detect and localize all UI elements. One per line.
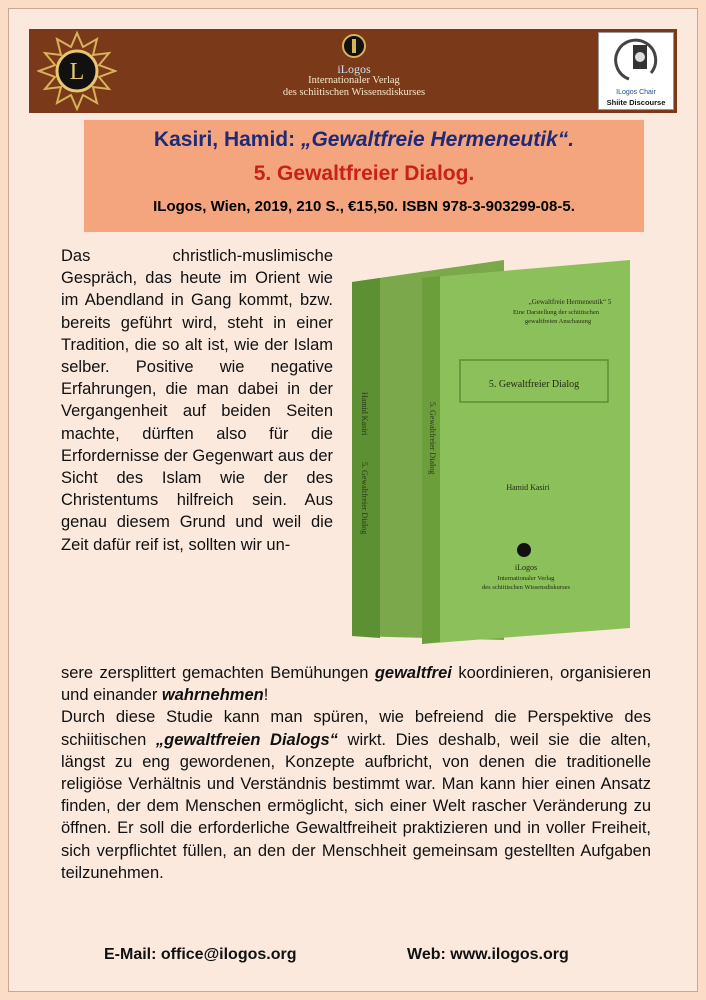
footer-email[interactable]: E-Mail: office@ilogos.org [104,946,297,963]
p1-text-c: ! [263,686,269,705]
chair-label: Shiite Discourse [606,98,666,107]
intro-paragraph: Das christlich-muslimische Gespräch, das heute im Orient wie im Abendland in Gang kommt, bzw. bereits geführt wird, steht in einer Tradition, die so alt ist, wie der Islam selber. Positive wie negative Erfahrungen, die man dabei in der Vergangenheit auf beiden Seiten machte, dürften also für die Erfordernisse der Gegenwart aus der Sicht des Islam wie der des Christentums hilfreich sein. Aus genau diesem Grund und weil die Zeit dafür reif ist, sollten wir un- [61,247,333,554]
cover-publisher-2: Internationaler Verlag [497,575,555,582]
spine-author: Hamid Kasiri [360,392,369,436]
p1-emphasis-2: wahrnehmen [161,686,264,705]
p2-text-a: Durch diese Studie kann man spüren, wie befreiend die Perspektive des schiitischen [61,708,651,749]
publication-details: ILogos, Wien, 2019, 210 S., €15,50. ISBN 978-3-903299-08-5. [153,198,575,215]
book-cover-image [348,252,646,648]
series-title: „Gewaltfreie Hermeneutik“. [300,128,575,151]
ilogos-mini-icon [341,33,367,59]
svg-text:L: L [69,59,85,85]
cover-author: Hamid Kasiri [506,483,550,492]
p2-text-b: wirkt. Dies deshalb, weil sie die alten, längst zu eng gewordenen, Konzepte aufbricht, von denen die traditionelle religiöse Verhältnis und Verständnis bestimmt war. Man kann hier einen Ansatz finden, der dem Menschen ermöglicht, sich einer Welt rascher Veränderung zu öffnen. Er soll die erforderliche Gewaltfreiheit praktizieren und in voller Freiheit, sich verpflichtet füllen, an den der Menschheit gemeinsam gestellten Aufgaben teilzunehmen. [61,730,651,882]
logo-name: iLogos [337,62,371,76]
chair-emblem-icon [599,33,673,85]
cover-subtitle-2: gewaltfreien Anschauung [524,318,592,325]
footer-web[interactable]: Web: www.ilogos.org [407,946,569,963]
p1-emphasis-1: gewaltfrei [374,664,452,682]
p2-emphasis: „gewaltfreien Dialogs“ [155,730,338,749]
publisher-line2: des schiitischen Wissensdiskurses [282,87,426,98]
cover-publisher: iLogos [514,563,538,572]
cover-series: „Gewaltfreie Hermeneutik“ 5 [528,298,612,306]
publisher-line1: Internationaler Verlag [308,75,400,86]
volume-title: 5. Gewaltfreier Dialog. [253,162,475,185]
title-box [84,120,644,232]
spine-title: 5. Gewaltfreier Dialog [360,462,369,535]
chair-logo [598,32,674,110]
back-spine-title: 5. Gewaltfreier Dialog [428,402,437,475]
cover-subtitle-1: Eine Darstellung der schiitischen [512,309,600,316]
p1-text-a: sere zersplittert gemachten Bemühungen [61,664,375,682]
body-text [61,662,651,884]
cover-title: 5. Gewaltfreier Dialog [488,379,580,390]
header-banner [29,29,677,113]
chair-small-text: ILogos Chair [616,89,656,96]
cover-publisher-3: des schiitischen Wissensdiskurses [481,584,571,591]
book-title [84,128,644,152]
p1-text-b: koordinieren, organisieren und einander [61,664,651,705]
ilogos-emblem-icon [37,31,117,111]
publisher-logo [249,33,459,99]
author-name: Kasiri, Hamid: [153,128,301,151]
